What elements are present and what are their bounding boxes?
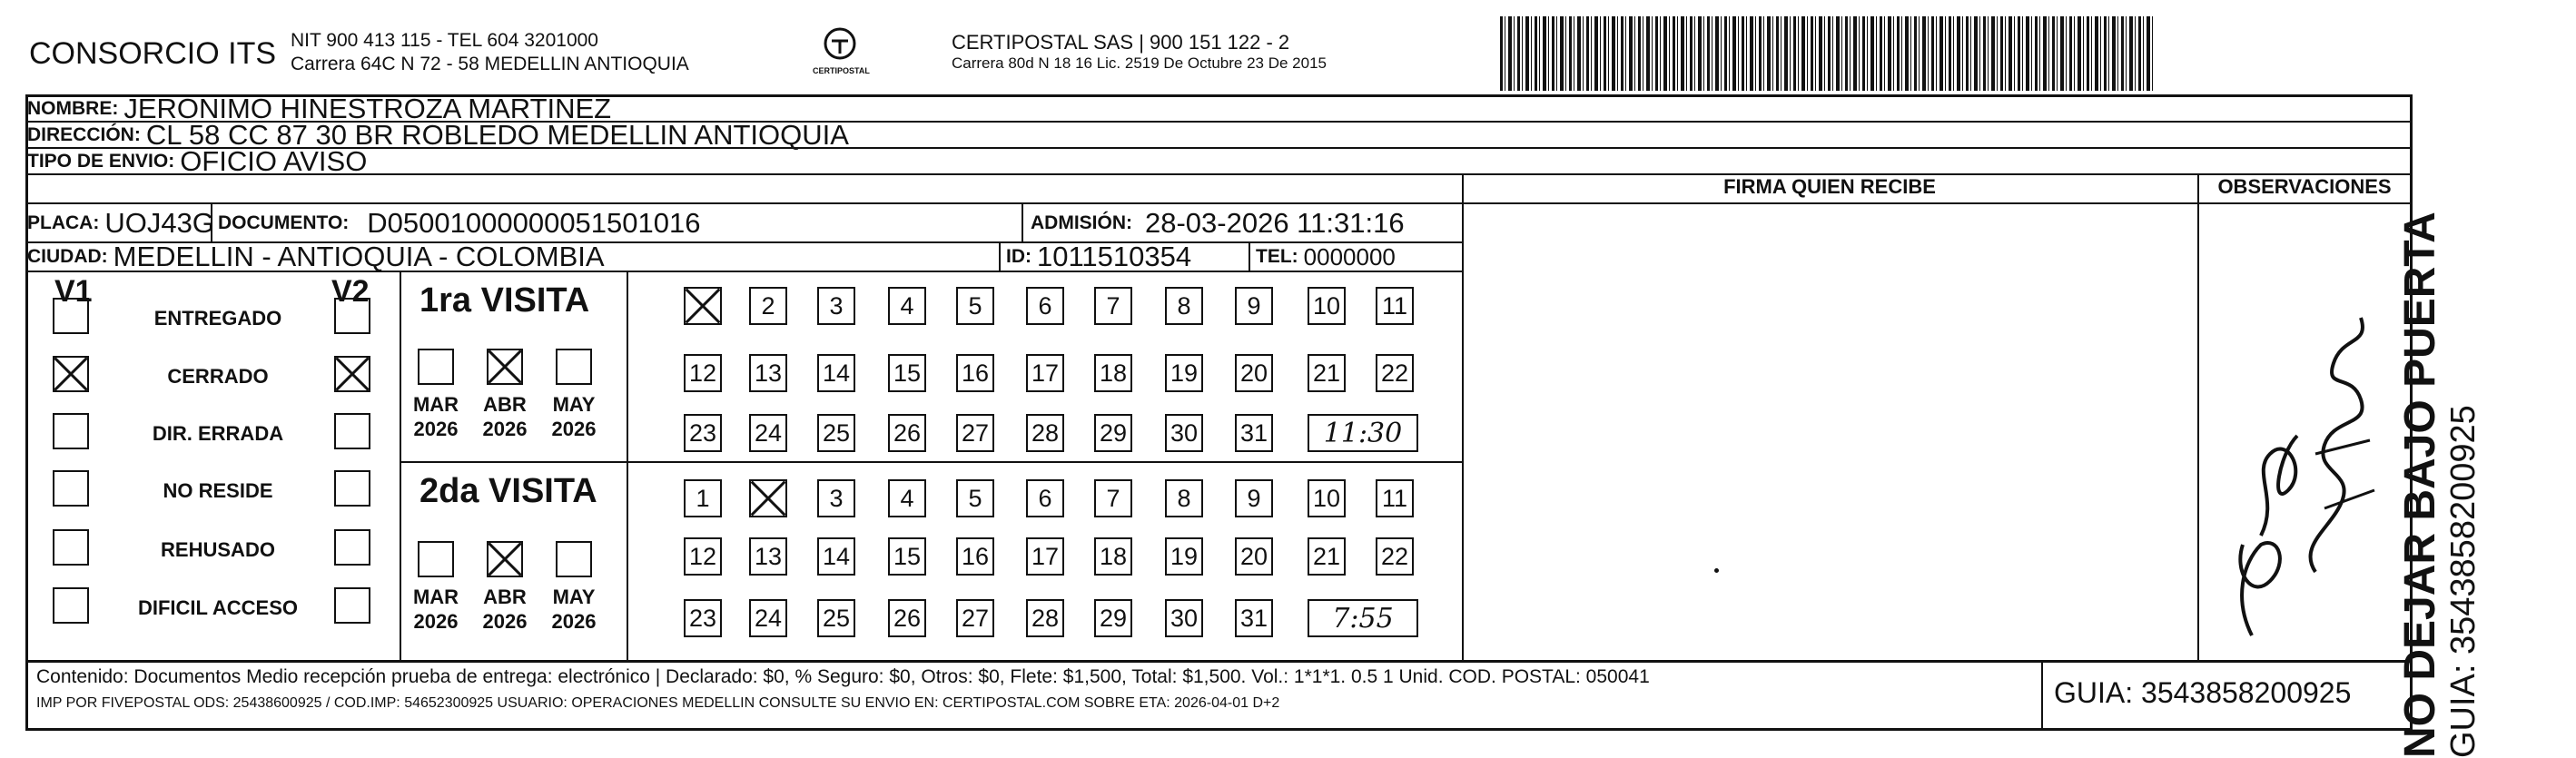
id-value: 1011510354 [1037,241,1192,272]
v2-checkbox[interactable] [334,413,370,449]
day-box[interactable]: 17 [1026,537,1064,576]
signature [2216,272,2397,654]
day-box[interactable]: 24 [749,599,787,637]
day-box[interactable]: 30 [1165,414,1203,452]
tipo-label: TIPO DE ENVIO: [27,151,175,172]
direccion-label: DIRECCIÓN: [27,124,141,145]
day-box[interactable]: 23 [684,414,722,452]
month-checkbox[interactable] [418,349,454,385]
visit1-title: 1ra VISITA [419,281,590,320]
logo-icon [822,25,858,62]
observaciones-label: OBSERVACIONES [2217,175,2392,198]
day-box[interactable]: 13 [749,354,787,392]
id-label: ID: [1006,246,1031,267]
day-box[interactable]: 2 [749,287,787,325]
month-checkbox[interactable] [487,541,523,577]
status-label: REHUSADO [161,538,275,561]
documento-label: DOCUMENTO: [218,212,350,233]
logo-text: CERTIPOSTAL [813,66,870,75]
v1-checkbox[interactable] [53,587,89,624]
day-box[interactable]: 6 [1026,287,1064,325]
company-info [291,29,689,76]
visit2-title: 2da VISITA [419,472,597,510]
status-label: ENTREGADO [153,307,282,330]
month-name: MAR [412,586,459,608]
day-box[interactable]: 28 [1026,599,1064,637]
v2-checkbox[interactable] [334,529,370,566]
day-box[interactable]: 6 [1026,479,1064,517]
day-box[interactable] [684,287,722,325]
day-box[interactable]: 14 [817,537,855,576]
tel-label: TEL: [1256,246,1298,267]
placa-row [27,205,214,241]
side-guia: GUIA: 3543858200925 [2444,405,2482,758]
month-label [533,392,615,441]
side-warning: NO DEJAR BAJO PUERTA [2396,212,2444,758]
day-box[interactable]: 17 [1026,354,1064,392]
month-name: MAR [412,393,459,416]
month-year: 2026 [482,610,528,633]
ciudad-row [27,243,605,271]
v2-checkbox[interactable] [334,356,370,392]
tel-row [1256,243,1396,271]
day-box[interactable]: 3 [817,479,855,517]
day-box[interactable]: 26 [888,599,926,637]
month-label [533,585,615,634]
day-box[interactable]: 20 [1235,354,1273,392]
v1-label: V1 [54,274,93,309]
ciudad-value: MEDELLIN - ANTIOQUIA - COLOMBIA [113,241,605,272]
admision-value: 28-03-2026 11:31:16 [1145,207,1405,239]
month-name: ABR [483,393,527,416]
day-box[interactable]: 8 [1165,287,1203,325]
day-box[interactable]: 27 [956,414,994,452]
day-box[interactable]: 21 [1308,354,1346,392]
day-box[interactable]: 10 [1308,479,1346,517]
day-box[interactable]: 16 [956,354,994,392]
documento-row [218,205,700,241]
day-box[interactable]: 3 [817,287,855,325]
nombre-row [27,93,612,124]
day-box[interactable]: 19 [1165,537,1203,576]
day-box[interactable]: 14 [817,354,855,392]
day-box[interactable]: 27 [956,599,994,637]
stray-mark [1714,568,1719,573]
v1-checkbox[interactable] [53,470,89,507]
company-name: CONSORCIO ITS [29,36,277,71]
documento-value: D05001000000051501016 [367,207,701,239]
day-box[interactable]: 22 [1376,354,1414,392]
day-box[interactable]: 25 [817,414,855,452]
side-text [2397,212,2482,758]
day-box[interactable]: 7 [1094,287,1132,325]
day-box[interactable]: 22 [1376,537,1414,576]
day-box[interactable]: 12 [684,354,722,392]
day-box[interactable]: 15 [888,354,926,392]
barcode [1500,16,2154,91]
day-box[interactable]: 16 [956,537,994,576]
footer-imp: IMP POR FIVEPOSTAL ODS: 25438600925 / COD.IMP: 54652300925 USUARIO: OPERACIONES MEDELLIN CONSULTE SU ENVIO EN: CERTIPOSTAL.COM SOBRE ETA: 2026-04-01 D+2 [36,695,1280,711]
nombre-label: NOMBRE: [27,98,119,119]
day-box[interactable]: 26 [888,414,926,452]
day-box[interactable]: 28 [1026,414,1064,452]
certipostal-logo [813,25,870,75]
month-name: MAY [552,393,596,416]
day-box[interactable]: 23 [684,599,722,637]
v1-checkbox[interactable] [53,413,89,449]
day-box[interactable]: 9 [1235,287,1273,325]
admision-label: ADMISIÓN: [1031,212,1132,233]
v1-checkbox[interactable] [53,529,89,566]
day-box[interactable]: 13 [749,537,787,576]
admision-row [1031,205,1405,241]
day-box[interactable]: 12 [684,537,722,576]
day-box[interactable]: 11 [1376,287,1414,325]
status-label: DIR. ERRADA [152,422,284,445]
month-name: MAY [552,586,596,608]
v2-checkbox[interactable] [334,587,370,624]
v2-label: V2 [331,274,370,309]
day-box[interactable]: 31 [1235,414,1273,452]
nombre-value: JERONIMO HINESTROZA MARTINEZ [123,93,612,124]
month-year: 2026 [551,610,597,633]
status-label: NO RESIDE [163,479,273,502]
day-box[interactable]: 4 [888,287,926,325]
day-box[interactable]: 11 [1376,479,1414,517]
v1-checkbox[interactable] [53,298,89,334]
status-label: DIFICIL ACCESO [137,596,298,619]
day-box[interactable]: 18 [1094,537,1132,576]
status-label: CERRADO [167,365,269,388]
day-box[interactable]: 20 [1235,537,1273,576]
id-row [1006,243,1191,271]
v2-checkbox[interactable] [334,470,370,507]
footer-content: Contenido: Documentos Medio recepción prueba de entrega: electrónico | Declarado: $0, % Seguro: $0, Otros: $0, Flete: $1,500, Total: $1,500. Vol.: 1*1*1. 0.5 1 Unid. COD. POSTAL: 050041 [36,666,1650,687]
day-box[interactable]: 4 [888,479,926,517]
day-box[interactable]: 25 [817,599,855,637]
day-box[interactable]: 7 [1094,479,1132,517]
carrier-info [952,31,1327,73]
day-box[interactable]: 29 [1094,414,1132,452]
day-box[interactable]: 31 [1235,599,1273,637]
month-year: 2026 [551,418,597,440]
tipo-row [27,145,368,177]
month-checkbox[interactable] [556,349,592,385]
month-year: 2026 [413,418,459,440]
placa-value: UOJ43G [104,207,214,239]
company-address: Carrera 64C N 72 - 58 MEDELLIN ANTIOQUIA [291,54,689,74]
month-name: ABR [483,586,527,608]
day-box[interactable]: 5 [956,287,994,325]
visit-time[interactable]: 11:30 [1308,414,1418,452]
v2-checkbox[interactable] [334,298,370,334]
company-nit: NIT 900 413 115 - TEL 604 3201000 [291,30,598,51]
month-checkbox[interactable] [418,541,454,577]
v1-checkbox[interactable] [53,356,89,392]
direccion-value: CL 58 CC 87 30 BR ROBLEDO MEDELLIN ANTIOQUIA [145,119,849,151]
direccion-row [27,119,849,151]
day-box[interactable]: 24 [749,414,787,452]
tel-value: 0000000 [1303,242,1396,271]
day-box[interactable]: 21 [1308,537,1346,576]
day-box[interactable]: 29 [1094,599,1132,637]
ciudad-label: CIUDAD: [27,246,108,267]
firma-label: FIRMA QUIEN RECIBE [1723,175,1936,198]
month-checkbox[interactable] [556,541,592,577]
day-box[interactable]: 30 [1165,599,1203,637]
month-year: 2026 [482,418,528,440]
day-box[interactable]: 5 [956,479,994,517]
visit-time[interactable]: 7:55 [1308,599,1418,637]
day-box[interactable]: 19 [1165,354,1203,392]
month-checkbox[interactable] [487,349,523,385]
day-box[interactable]: 8 [1165,479,1203,517]
day-box[interactable]: 15 [888,537,926,576]
day-box[interactable]: 1 [684,479,722,517]
footer-guia: GUIA: 3543858200925 [2054,676,2352,709]
day-box[interactable]: 9 [1235,479,1273,517]
day-box[interactable] [749,479,787,517]
carrier-address: Carrera 80d N 18 16 Lic. 2519 De Octubre 23 De 2015 [952,54,1327,72]
month-year: 2026 [413,610,459,633]
day-box[interactable]: 10 [1308,287,1346,325]
tipo-value: OFICIO AVISO [180,145,368,177]
placa-label: PLACA: [27,212,100,233]
carrier-name: CERTIPOSTAL SAS | 900 151 122 - 2 [952,31,1290,54]
day-box[interactable]: 18 [1094,354,1132,392]
